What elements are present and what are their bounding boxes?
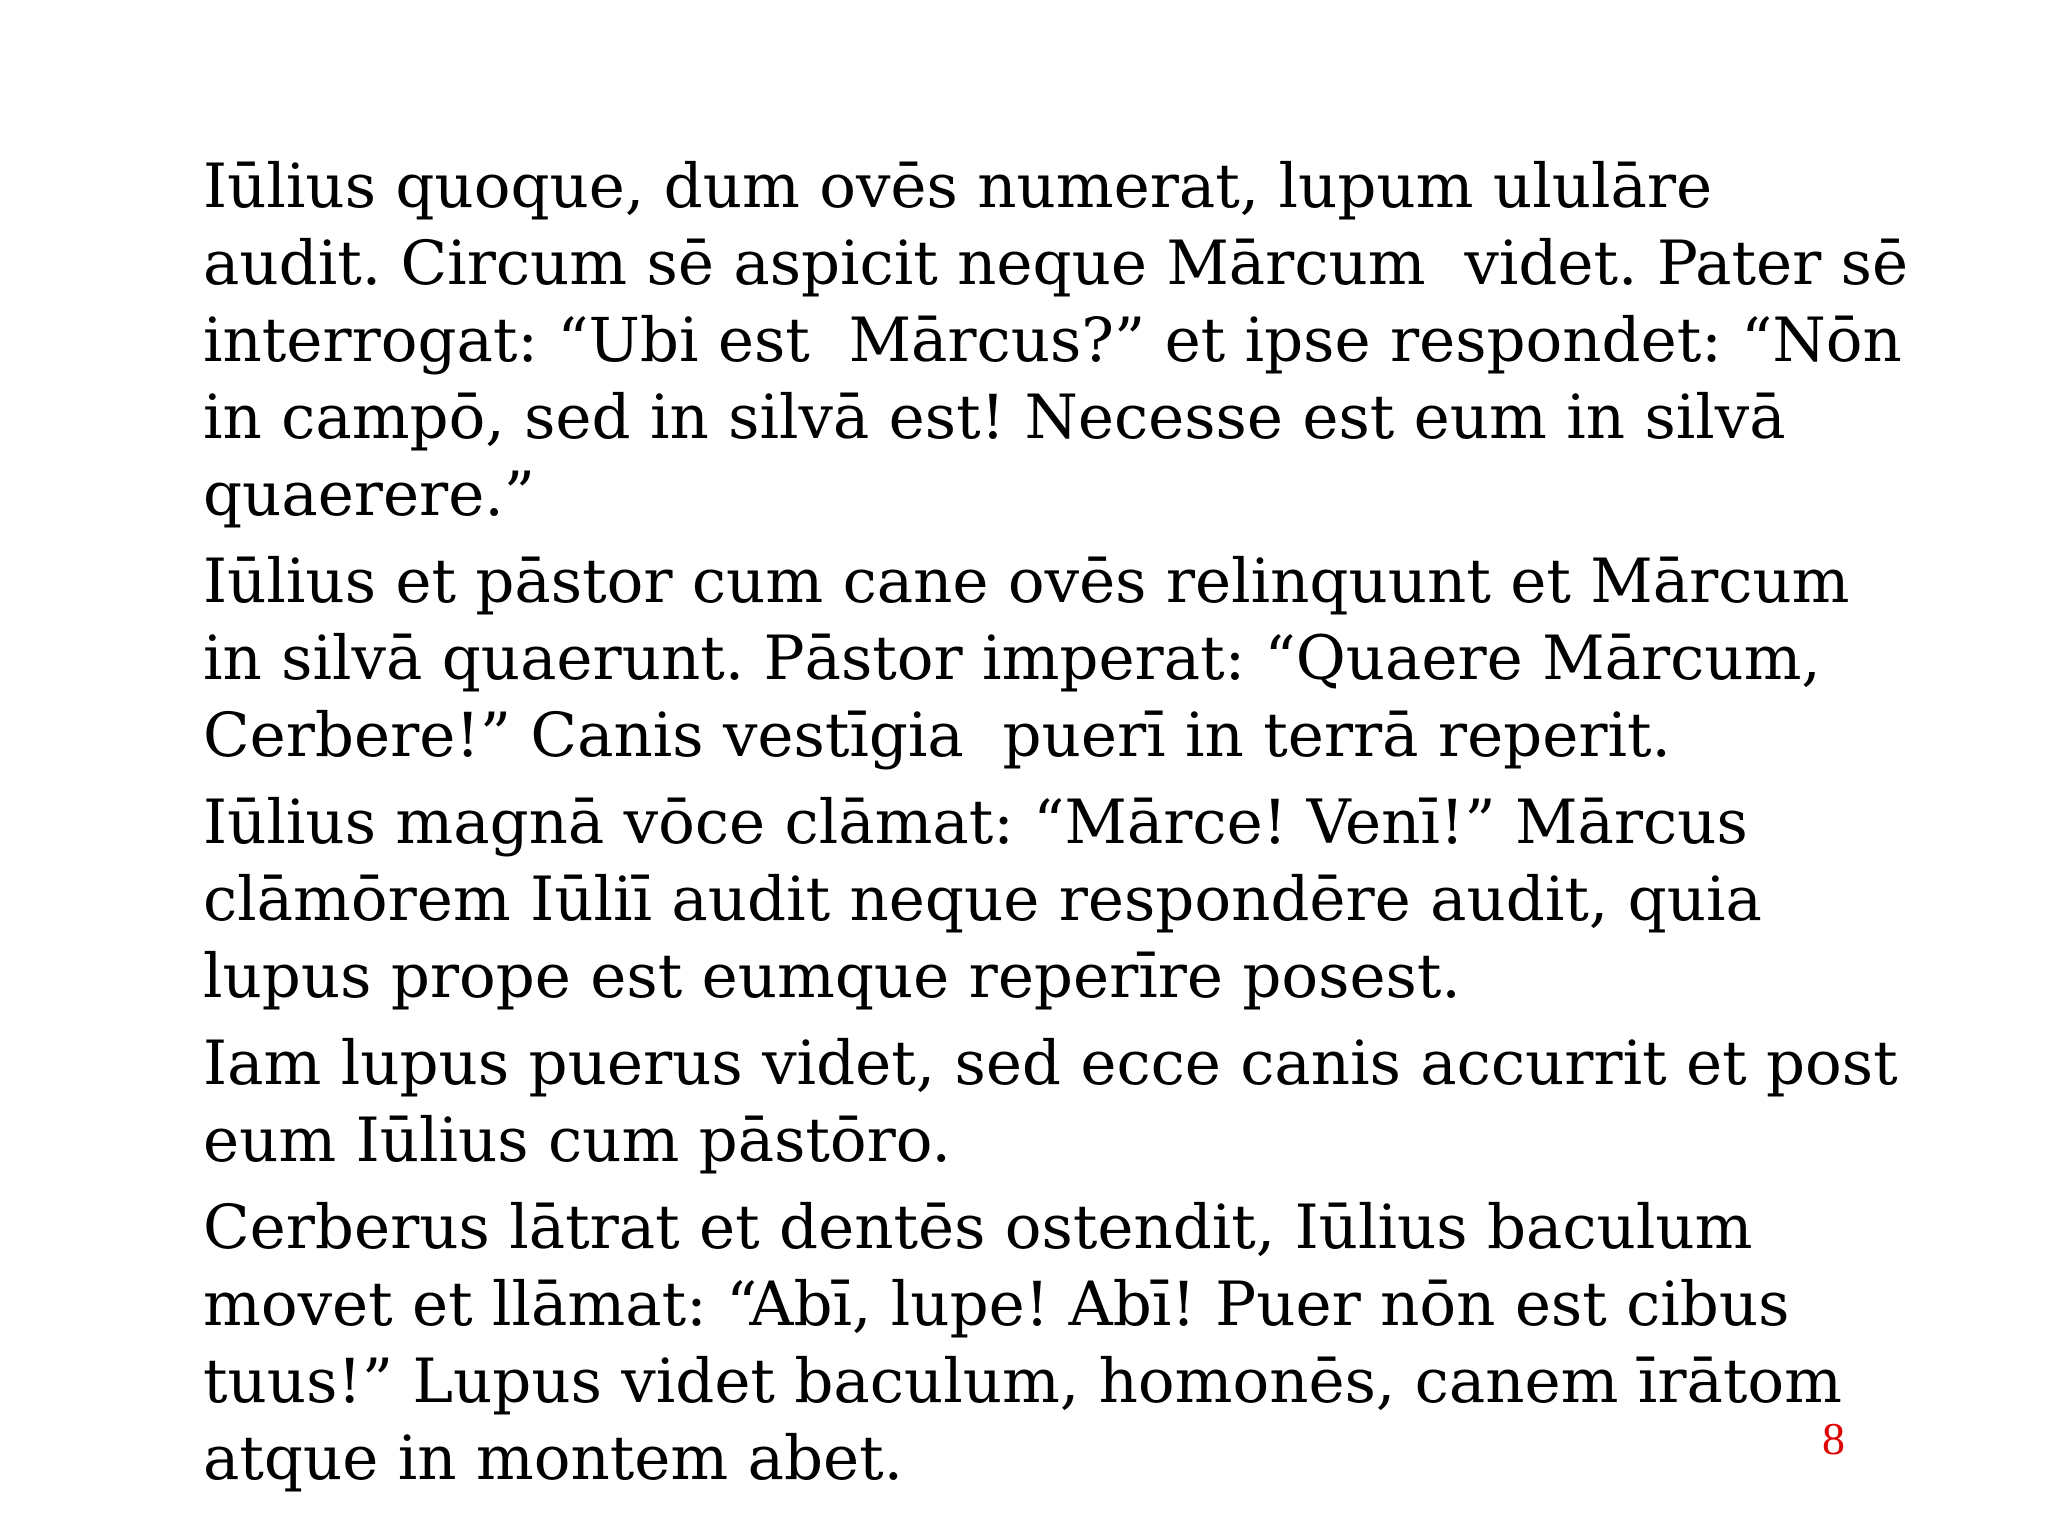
text-line: in silvā quaerunt. Pāstor imperat: “Quaere Mārcum, (203, 623, 1821, 694)
text-line: audit. Circum sē aspicit neque Mārcum videt. Pater sē (203, 228, 1909, 299)
text-line: eum Iūlius cum pāstōro. (203, 1105, 951, 1176)
text-line: tuus!” Lupus videt baculum, homonēs, canem īrātom (203, 1346, 1842, 1417)
text-body (203, 148, 2003, 1507)
paragraph-2 (203, 543, 2003, 774)
page-number: 8 (1822, 1413, 1845, 1464)
text-line: in campō, sed in silvā est! Necesse est eum in silvā (203, 382, 1786, 453)
text-line: quaerere.” (203, 459, 535, 530)
text-line: lupus prope est eumque reperīre posest. (203, 941, 1461, 1012)
paragraph-4 (203, 1025, 2003, 1179)
text-line: Cerbere!” Canis vestīgia puerī in terrā reperit. (203, 700, 1671, 771)
text-line: Iūlius quoque, dum ovēs numerat, lupum ululāre (203, 151, 1713, 222)
paragraph-1 (203, 148, 2003, 533)
text-line: Cerberus lātrat et dentēs ostendit, Iūlius baculum (203, 1192, 1753, 1263)
text-line: Iūlius et pāstor cum cane ovēs relinquunt et Mārcum (203, 546, 1850, 617)
text-line: clāmōrem Iūliī audit neque respondēre audit, quia (203, 864, 1762, 935)
text-line: Iam lupus puerus videt, sed ecce canis accurrit et post (203, 1028, 1898, 1099)
text-line: movet et llāmat: “Abī, lupe! Abī! Puer nōn est cibus (203, 1269, 1790, 1340)
paragraph-3 (203, 784, 2003, 1015)
text-line: interrogat: “Ubi est Mārcus?” et ipse respondet: “Nōn (203, 305, 1902, 376)
paragraph-5 (203, 1189, 2003, 1497)
text-line: atque in montem abet. (203, 1423, 904, 1494)
text-line: Iūlius magnā vōce clāmat: “Mārce! Venī!” Mārcus (203, 787, 1748, 858)
